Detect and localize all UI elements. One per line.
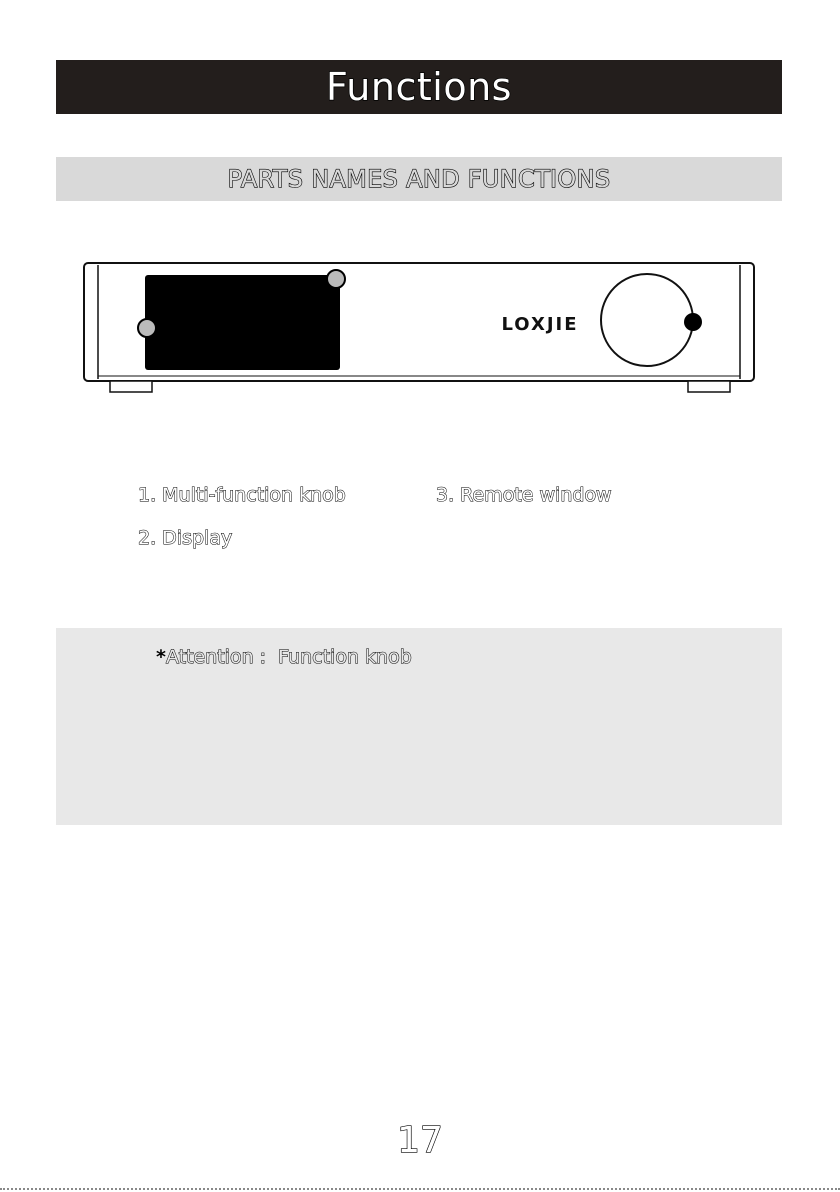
device-knob: [601, 274, 693, 366]
part-label-knob: 1. Multi-function knob: [138, 484, 346, 506]
part-label-display: 2. Display: [138, 527, 233, 549]
device-foot-right: [688, 381, 730, 392]
callout-dot-display: [138, 319, 156, 337]
attention-subject: Function knob: [278, 646, 412, 668]
attention-heading: [156, 646, 412, 668]
section-heading: PARTS NAMES AND FUNCTIONS: [227, 165, 611, 193]
device-foot-left: [110, 381, 152, 392]
page-number: 17: [397, 1120, 443, 1161]
device-display: [145, 275, 340, 370]
attention-box: [56, 628, 782, 825]
page-title: Functions: [326, 65, 512, 109]
brand-logo: LOXJIE: [501, 314, 579, 335]
attention-label: Attention :: [165, 646, 267, 668]
attention-star: *: [156, 646, 166, 668]
device-front-illustration: [0, 0, 840, 400]
page-bottom-divider: [0, 1188, 840, 1190]
part-label-remote-window: 3. Remote window: [436, 484, 612, 506]
callout-dot-remote-window: [327, 270, 345, 288]
callout-dot-knob: [684, 313, 702, 331]
